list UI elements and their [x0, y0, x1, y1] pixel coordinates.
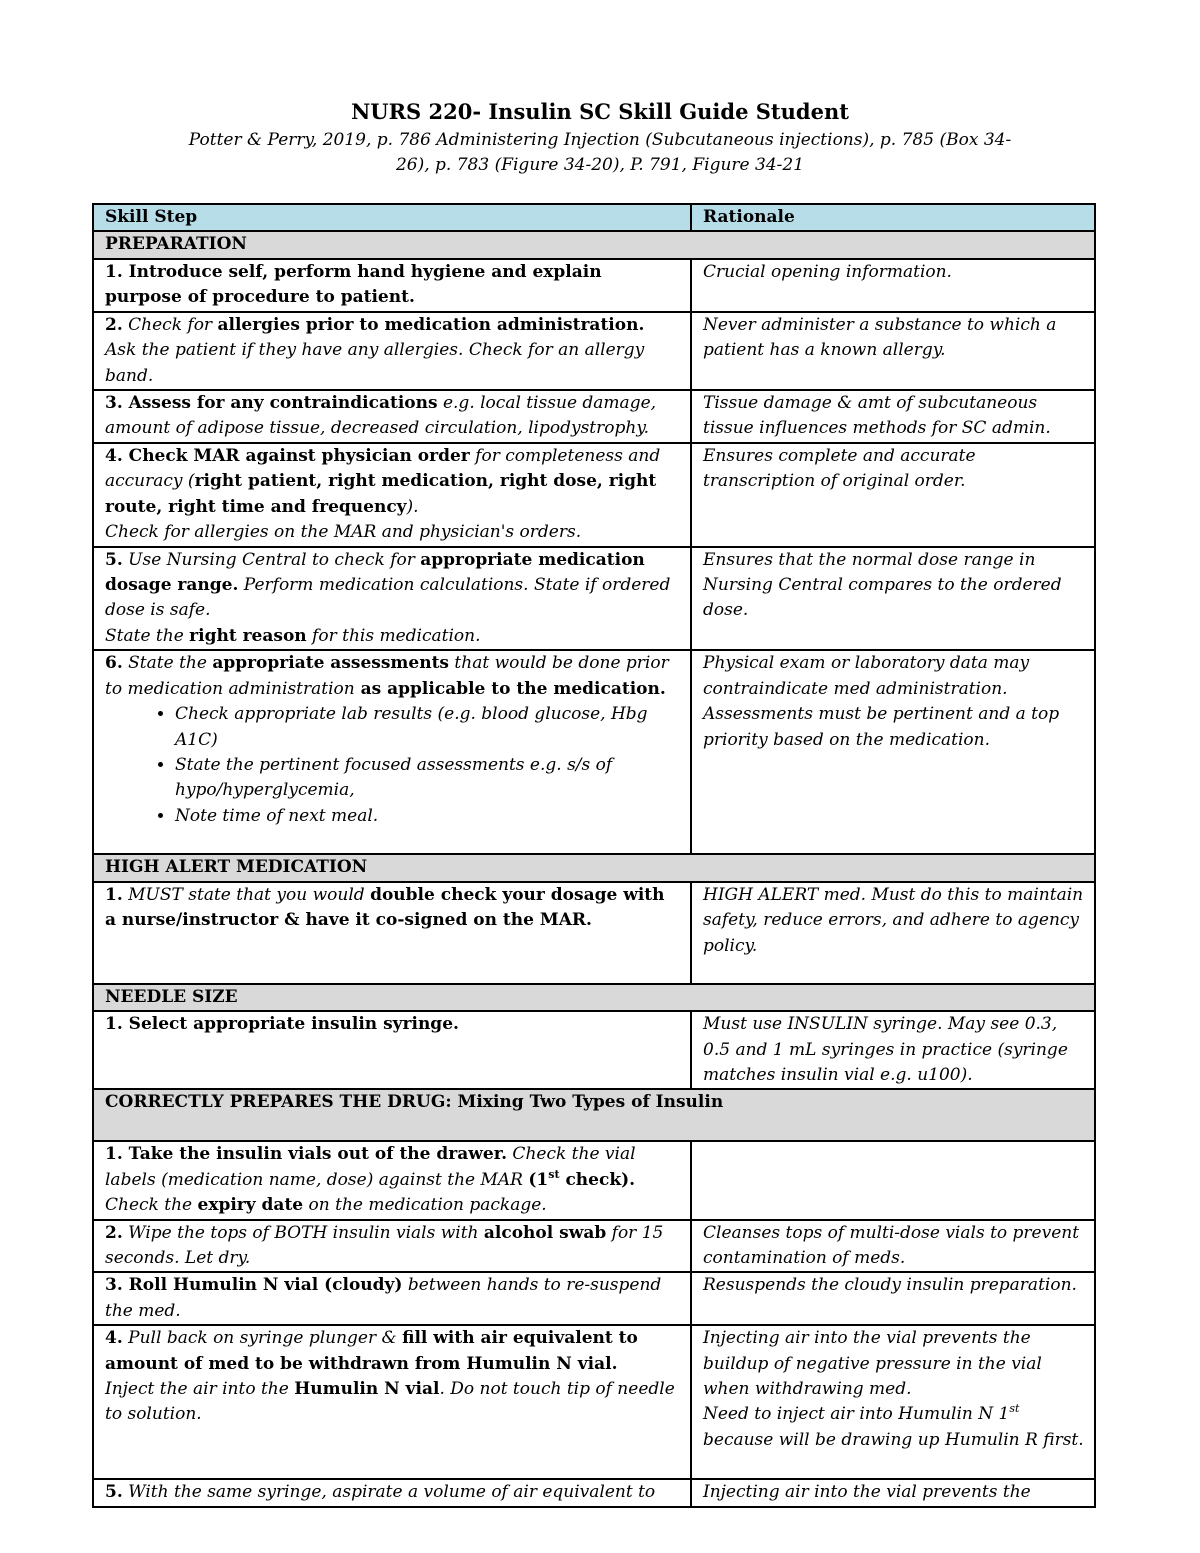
skill-step-cell	[93, 882, 691, 984]
step-text: Select appropriate insulin syringe.	[122, 1014, 459, 1035]
assessment-bullet-list	[105, 702, 680, 829]
step-text: . Do not touch tip of needle to solution.	[105, 1378, 675, 1425]
rationale-cell: Resuspends the cloudy insulin preparation.	[691, 1272, 1095, 1325]
skill-step-cell	[93, 1220, 691, 1273]
step-text: double check your dosage with a nurse/instructor & have it co-signed on the MAR.	[105, 884, 665, 931]
step-number: 2.	[105, 1222, 123, 1243]
header-rationale: Rationale	[691, 204, 1095, 231]
table-row	[93, 1141, 1095, 1219]
table-row	[93, 650, 1095, 854]
skill-guide-table	[92, 203, 1096, 1508]
step-text: Ask the patient if they have any allergies. Check for an allergy band.	[105, 340, 645, 386]
rationale-cell: Injecting air into the vial prevents the	[691, 1479, 1095, 1506]
section-title	[93, 1089, 1095, 1141]
step-number: 1.	[105, 1144, 123, 1165]
step-text: State the	[105, 625, 190, 646]
table-header-row	[93, 204, 1095, 231]
section-title: PREPARATION	[93, 231, 1095, 258]
step-text: Pull back on syringe plunger &	[122, 1328, 403, 1349]
step-text: appropriate medication dosage range.	[105, 549, 645, 596]
step-text: for this medication.	[306, 625, 481, 646]
skill-step-cell	[93, 547, 691, 651]
step-text: Introduce self, perform hand hygiene and explain purpose of procedure to patient.	[105, 261, 602, 308]
step-text: State the	[122, 653, 213, 674]
section-title: NEEDLE SIZE	[93, 984, 1095, 1011]
section-title-bold: CORRECTLY PREPARES THE DRUG:	[105, 1092, 452, 1113]
step-text: (1	[528, 1169, 549, 1190]
rationale-text: st	[1009, 1402, 1020, 1416]
document-title: NURS 220- Insulin SC Skill Guide Student	[351, 99, 849, 124]
step-text: Humulin N vial	[294, 1378, 440, 1399]
skill-step-cell	[93, 650, 691, 854]
step-number: 4.	[105, 446, 123, 467]
skill-step-cell	[93, 390, 691, 443]
rationale-cell	[691, 1325, 1095, 1479]
step-number: 1.	[105, 884, 123, 905]
step-text: st	[548, 1167, 560, 1181]
list-item: • State the pertinent focused assessments e.g. s/s of hypo/hyperglycemia,	[175, 753, 680, 804]
skill-step-cell	[93, 312, 691, 390]
table-row	[93, 1272, 1095, 1325]
step-text: expiry date	[197, 1195, 304, 1216]
rationale-cell: Ensures that the normal dose range in Nursing Central compares to the ordered dose.	[691, 547, 1095, 651]
step-number: 2.	[105, 314, 123, 335]
step-text: Wipe the tops of BOTH insulin vials with	[122, 1222, 484, 1243]
step-number: 3.	[105, 1275, 123, 1296]
section-row-prepares-drug	[93, 1089, 1095, 1141]
step-text: With the same syringe, aspirate a volume of air equivalent to	[122, 1482, 656, 1503]
list-item: • Check appropriate lab results (e.g. blood glucose, Hbg A1C)	[175, 702, 680, 753]
skill-step-cell	[93, 1479, 691, 1506]
step-text: Check the	[105, 1195, 198, 1216]
step-text: between hands to re-suspend the med.	[105, 1275, 662, 1321]
step-text: that would be done prior to medication administration	[105, 653, 669, 699]
step-text: Check MAR against physician order	[122, 446, 470, 467]
step-number: 4.	[105, 1328, 123, 1349]
table-row	[93, 1220, 1095, 1273]
step-text: Check for	[122, 314, 218, 335]
skill-step-cell	[93, 259, 691, 312]
header-skill-step: Skill Step	[93, 204, 691, 231]
step-text: MUST state that you would	[122, 884, 371, 905]
skill-step-cell	[93, 1325, 691, 1479]
rationale-cell	[691, 1141, 1095, 1219]
table-row	[93, 443, 1095, 547]
step-text: Assess for any contraindications	[122, 393, 438, 414]
skill-step-cell	[93, 1011, 691, 1089]
step-text: Roll Humulin N vial (cloudy)	[122, 1275, 403, 1296]
step-text: right reason	[189, 625, 307, 646]
step-text: appropriate assessments	[212, 653, 450, 674]
step-number: 3.	[105, 393, 123, 414]
section-row-preparation	[93, 231, 1095, 258]
document-subtitle	[170, 128, 1030, 178]
rationale-text: because will be drawing up Humulin R first.	[703, 1429, 1084, 1450]
step-number: 6.	[105, 653, 123, 674]
step-text: Perform medication calculations. State if ordered dose is safe.	[105, 575, 671, 621]
rationale-cell: Crucial opening information.	[691, 259, 1095, 312]
subtitle-line-2: 26), p. 783 (Figure 34-20), P. 791, Figure 34-21	[395, 155, 805, 175]
section-row-needle-size	[93, 984, 1095, 1011]
table-row	[93, 390, 1095, 443]
table-row	[93, 259, 1095, 312]
step-text: for completeness and accuracy (	[105, 446, 661, 492]
step-text: alcohol swab	[483, 1222, 607, 1243]
section-title-rest: Mixing Two Types of Insulin	[451, 1092, 724, 1113]
skill-step-cell	[93, 443, 691, 547]
step-text: ).	[406, 496, 419, 517]
table-row	[93, 1325, 1095, 1479]
skill-step-cell	[93, 1272, 691, 1325]
step-text: Use Nursing Central to check for	[122, 549, 421, 570]
list-item: • Note time of next meal.	[175, 804, 680, 829]
subtitle-line-1: Potter & Perry, 2019, p. 786 Administering Injection (Subcutaneous injections), p. 785 (Box 34-	[188, 130, 1012, 150]
step-text: as applicable to the medication.	[354, 678, 666, 699]
step-text: for 15 seconds. Let dry.	[105, 1222, 664, 1268]
step-text: allergies prior to medication administration.	[217, 314, 645, 335]
step-number: 5.	[105, 549, 123, 570]
rationale-cell: Never administer a substance to which a patient has a known allergy.	[691, 312, 1095, 390]
rationale-text: Need to inject air into Humulin N 1	[703, 1404, 1010, 1425]
step-text: right patient, right medication, right dose, right route, right time and frequency	[105, 471, 657, 517]
step-text: Check the vial labels (medication name, dose) against the MAR	[105, 1144, 636, 1190]
step-text: on the medication package.	[303, 1195, 547, 1216]
step-number: 1.	[105, 261, 123, 282]
step-text: Inject the air into the	[105, 1378, 295, 1399]
skill-step-cell	[93, 1141, 691, 1219]
rationale-cell: Physical exam or laboratory data may contraindicate med administration. Assessments must be pertinent and a top priority based on the medication.	[691, 650, 1095, 854]
section-title: HIGH ALERT MEDICATION	[93, 854, 1095, 881]
section-row-high-alert	[93, 854, 1095, 881]
rationale-cell: Cleanses tops of multi-dose vials to prevent contamination of meds.	[691, 1220, 1095, 1273]
table-row	[93, 1479, 1095, 1506]
rationale-cell: HIGH ALERT med. Must do this to maintain safety, reduce errors, and adhere to agency policy.	[691, 882, 1095, 984]
rationale-cell: Ensures complete and accurate transcription of original order.	[691, 443, 1095, 547]
step-number: 1.	[105, 1014, 123, 1035]
rationale-cell: Tissue damage & amt of subcutaneous tissue influences methods for SC admin.	[691, 390, 1095, 443]
step-text: Take the insulin vials out of the drawer.	[122, 1144, 508, 1165]
rationale-text: Injecting air into the vial prevents the buildup of negative pressure in the vial when withdrawing med.	[703, 1328, 1042, 1399]
rationale-cell: Must use INSULIN syringe. May see 0.3, 0.5 and 1 mL syringes in practice (syringe matches insulin vial e.g. u100).	[691, 1011, 1095, 1089]
table-row	[93, 1011, 1095, 1089]
step-text: check).	[559, 1169, 636, 1190]
table-row	[93, 882, 1095, 984]
step-text: Check for allergies on the MAR and physician's orders.	[105, 522, 582, 543]
step-number: 5.	[105, 1482, 123, 1503]
step-text: fill with air equivalent to amount of med to be withdrawn from Humulin N vial.	[105, 1328, 638, 1374]
table-row	[93, 547, 1095, 651]
step-text: e.g. local tissue damage, amount of adipose tissue, decreased circulation, lipodystrophy.	[105, 393, 657, 439]
table-row	[93, 312, 1095, 390]
